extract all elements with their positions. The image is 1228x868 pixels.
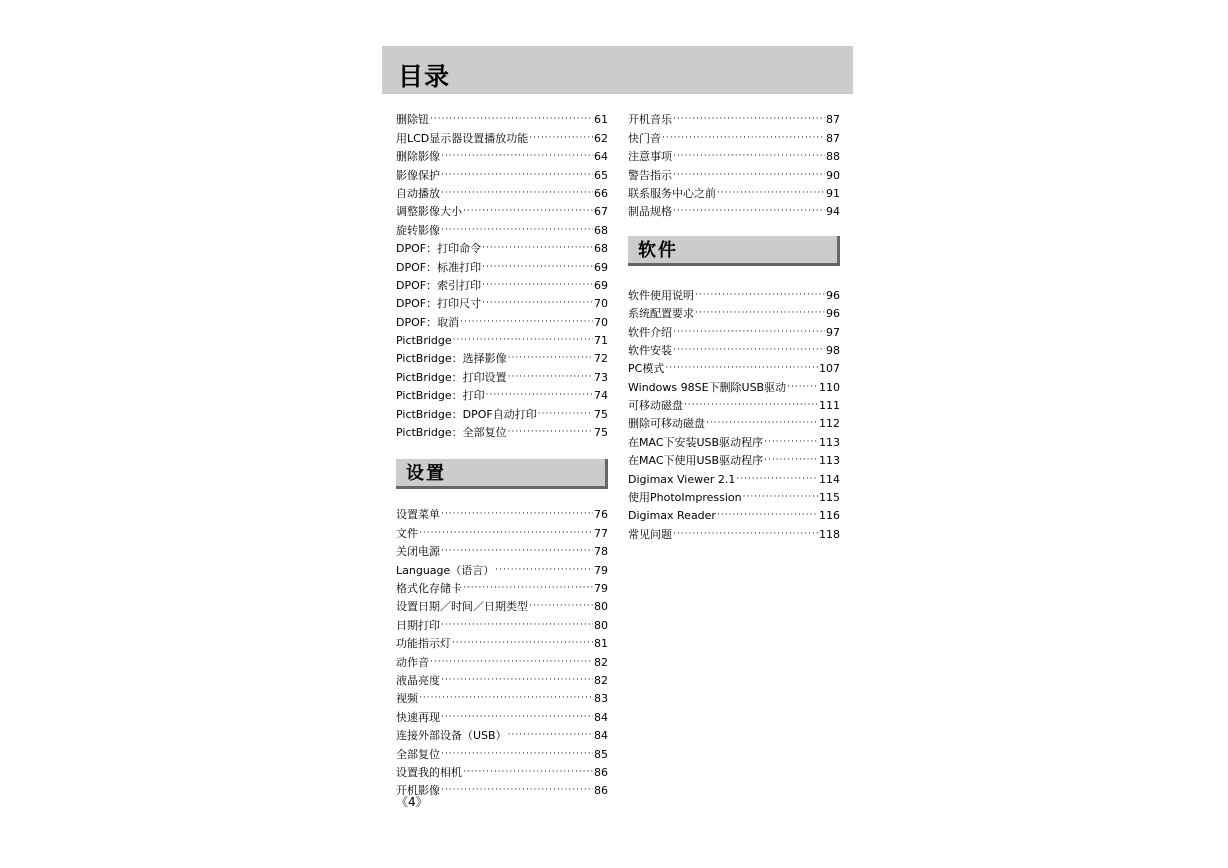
toc-entry-page: 97	[826, 325, 840, 339]
toc-entry[interactable]	[628, 522, 840, 540]
toc-leader-dots	[463, 205, 593, 218]
toc-entry-label: 删除可移动磁盘	[628, 417, 705, 431]
toc-entry[interactable]	[396, 255, 608, 273]
page-title: 目录	[398, 62, 451, 91]
toc-entry-page: 84	[594, 710, 608, 724]
toc-list-settings	[396, 503, 608, 797]
toc-entry-label: PictBridge：全部复位	[396, 426, 507, 440]
toc-entry[interactable]	[396, 577, 608, 595]
toc-entry-label: 开机音乐	[628, 113, 672, 127]
toc-entry[interactable]	[628, 449, 840, 467]
toc-entry[interactable]	[628, 412, 840, 430]
toc-entry-label: 删除钮	[396, 113, 429, 127]
toc-entry[interactable]	[396, 218, 608, 236]
toc-entry-page: 96	[826, 307, 840, 321]
toc-entry[interactable]	[628, 339, 840, 357]
toc-entry[interactable]	[396, 365, 608, 383]
toc-entry[interactable]	[396, 650, 608, 668]
toc-entry-label: 全部复位	[396, 747, 440, 761]
toc-right-column	[628, 108, 840, 541]
toc-entry-page: 79	[594, 581, 608, 595]
toc-entry-page: 112	[819, 417, 840, 431]
toc-leader-dots	[482, 261, 593, 274]
toc-entry[interactable]	[628, 357, 840, 375]
toc-entry-page: 73	[594, 370, 608, 384]
toc-entry-label: 常见问题	[628, 527, 672, 541]
toc-entry[interactable]	[396, 310, 608, 328]
toc-leader-dots	[706, 417, 818, 430]
toc-entry-label: Digimax Reader	[628, 509, 716, 523]
toc-entry-page: 94	[826, 205, 840, 219]
toc-entry-label: 软件介绍	[628, 325, 672, 339]
toc-leader-dots	[441, 748, 593, 761]
toc-entry[interactable]	[628, 504, 840, 522]
toc-entry[interactable]	[628, 302, 840, 320]
toc-entry[interactable]	[396, 779, 608, 797]
toc-entry-label: 快门音	[628, 131, 661, 145]
toc-entry-label: 软件使用说明	[628, 288, 694, 302]
toc-entry-page: 70	[594, 315, 608, 329]
toc-entry[interactable]	[396, 163, 608, 181]
toc-entry[interactable]	[396, 724, 608, 742]
toc-entry[interactable]	[396, 384, 608, 402]
toc-entry-label: 在MAC下安装USB驱动程序	[628, 435, 764, 449]
toc-entry-page: 96	[826, 288, 840, 302]
toc-entry[interactable]	[628, 430, 840, 448]
toc-entry[interactable]	[396, 687, 608, 705]
toc-entry-label: 动作音	[396, 655, 429, 669]
toc-entry[interactable]	[628, 200, 840, 218]
toc-entry[interactable]	[396, 182, 608, 200]
toc-entry-page: 80	[594, 618, 608, 632]
toc-leader-dots	[453, 334, 593, 347]
toc-entry-page: 86	[594, 784, 608, 798]
toc-entry[interactable]	[396, 145, 608, 163]
toc-entry-page: 75	[594, 426, 608, 440]
toc-leader-dots	[684, 399, 818, 412]
toc-entry[interactable]	[396, 521, 608, 539]
toc-leader-dots	[787, 381, 818, 394]
toc-entry-label: 旋转影像	[396, 223, 440, 237]
toc-entry[interactable]	[396, 329, 608, 347]
page-title-bar	[382, 46, 853, 94]
toc-entry-label: DPOF：取消	[396, 315, 460, 329]
toc-entry[interactable]	[396, 108, 608, 126]
toc-entry-label: 日期打印	[396, 618, 440, 632]
toc-entry-page: 116	[819, 509, 840, 523]
toc-entry-label: DPOF：打印命令	[396, 242, 482, 256]
toc-entry[interactable]	[396, 503, 608, 521]
toc-entry[interactable]	[628, 283, 840, 301]
toc-entry-label: 警告指示	[628, 168, 672, 182]
toc-entry-page: 85	[594, 747, 608, 761]
toc-entry-label: 影像保护	[396, 168, 440, 182]
toc-entry-page: 107	[819, 362, 840, 376]
toc-list-software	[628, 283, 840, 540]
toc-entry-label: DPOF：标准打印	[396, 260, 482, 274]
toc-entry-page: 79	[594, 563, 608, 577]
toc-entry-page: 83	[594, 692, 608, 706]
toc-leader-dots	[538, 408, 593, 421]
toc-leader-dots	[441, 711, 593, 724]
toc-left-column	[396, 108, 608, 797]
toc-leader-dots	[430, 113, 593, 126]
toc-entry-page: 71	[594, 334, 608, 348]
toc-entry-page: 113	[819, 454, 840, 468]
toc-entry-page: 81	[594, 637, 608, 651]
toc-entry-label: 设置菜单	[396, 508, 440, 522]
toc-leader-dots	[662, 132, 825, 145]
toc-entry-page: 74	[594, 389, 608, 403]
toc-entry[interactable]	[396, 595, 608, 613]
toc-entry-page: 70	[594, 297, 608, 311]
toc-entry[interactable]	[396, 274, 608, 292]
toc-leader-dots	[673, 113, 825, 126]
toc-entry-page: 80	[594, 600, 608, 614]
toc-entry[interactable]	[628, 145, 840, 163]
toc-leader-dots	[495, 564, 593, 577]
toc-entry[interactable]	[396, 632, 608, 650]
toc-entry-label: 功能指示灯	[396, 637, 451, 651]
toc-leader-dots	[441, 674, 593, 687]
toc-entry-label: 系统配置要求	[628, 307, 694, 321]
toc-entry-label: DPOF：打印尺寸	[396, 297, 482, 311]
toc-entry-page: 68	[594, 242, 608, 256]
toc-entry-page: 78	[594, 545, 608, 559]
toc-entry-page: 110	[819, 380, 840, 394]
toc-entry-label: 自动播放	[396, 186, 440, 200]
toc-entry-page: 113	[819, 435, 840, 449]
toc-entry-page: 98	[826, 343, 840, 357]
toc-entry-label: Digimax Viewer 2.1	[628, 472, 736, 486]
toc-leader-dots	[441, 545, 593, 558]
toc-leader-dots	[508, 352, 593, 365]
toc-leader-dots	[441, 508, 593, 521]
toc-entry-page: 68	[594, 223, 608, 237]
toc-leader-dots	[673, 528, 818, 541]
toc-leader-dots	[441, 784, 593, 797]
toc-entry-page: 82	[594, 673, 608, 687]
toc-entry-page: 75	[594, 407, 608, 421]
toc-entry[interactable]	[396, 200, 608, 218]
toc-entry-label: 用LCD显示器设置播放功能	[396, 131, 529, 145]
toc-entry[interactable]	[396, 705, 608, 723]
toc-entry-page: 84	[594, 729, 608, 743]
toc-entry-page: 69	[594, 278, 608, 292]
toc-entry-label: 设置日期／时间／日期类型	[396, 600, 528, 614]
toc-entry-label: 删除影像	[396, 150, 440, 164]
toc-entry-label: 格式化存储卡	[396, 581, 462, 595]
toc-entry-page: 69	[594, 260, 608, 274]
toc-entry-page: 111	[819, 399, 840, 413]
toc-entry-page: 91	[826, 186, 840, 200]
toc-leader-dots	[419, 692, 593, 705]
toc-entry[interactable]	[396, 669, 608, 687]
toc-entry-page: 114	[819, 472, 840, 486]
toc-entry[interactable]	[628, 182, 840, 200]
toc-leader-dots	[673, 169, 825, 182]
toc-entry-label: 联系服务中心之前	[628, 186, 716, 200]
toc-leader-dots	[452, 637, 593, 650]
section-header-software	[628, 236, 840, 266]
toc-leader-dots	[736, 473, 818, 486]
toc-entry-label: 在MAC下使用USB驱动程序	[628, 454, 764, 468]
toc-entry-page: 115	[819, 491, 840, 505]
section-title-software: 软件	[638, 240, 678, 262]
toc-list-misc	[628, 108, 840, 218]
toc-entry[interactable]	[396, 402, 608, 420]
toc-leader-dots	[673, 205, 825, 218]
toc-leader-dots	[441, 169, 593, 182]
toc-entry-label: PictBridge：选择影像	[396, 352, 507, 366]
toc-leader-dots	[529, 132, 593, 145]
toc-entry-label: 连接外部设备（USB）	[396, 729, 507, 743]
toc-leader-dots	[673, 326, 825, 339]
toc-entry-page: 65	[594, 168, 608, 182]
toc-leader-dots	[508, 371, 593, 384]
toc-entry-label: PictBridge：DPOF自动打印	[396, 407, 537, 421]
toc-entry-label: 制品规格	[628, 205, 672, 219]
toc-leader-dots	[430, 656, 593, 669]
toc-entry-label: 视频	[396, 692, 418, 706]
toc-entry-label: PictBridge	[396, 334, 452, 348]
toc-leader-dots	[529, 600, 593, 613]
toc-leader-dots	[482, 279, 593, 292]
toc-entry-page: 62	[594, 131, 608, 145]
toc-leader-dots	[463, 582, 593, 595]
toc-leader-dots	[419, 527, 593, 540]
toc-entry-page: 118	[819, 527, 840, 541]
toc-entry[interactable]	[628, 486, 840, 504]
toc-entry-page: 77	[594, 526, 608, 540]
toc-entry[interactable]	[396, 292, 608, 310]
toc-entry[interactable]	[396, 761, 608, 779]
toc-entry-page: 82	[594, 655, 608, 669]
toc-entry-label: 设置我的相机	[396, 765, 462, 779]
toc-entry-label: 快速再现	[396, 710, 440, 724]
toc-leader-dots	[764, 454, 818, 467]
toc-leader-dots	[441, 224, 593, 237]
toc-entry-page: 67	[594, 205, 608, 219]
toc-entry-label: 关闭电源	[396, 545, 440, 559]
toc-entry-label: PC模式	[628, 362, 665, 376]
toc-entry-page: 87	[826, 131, 840, 145]
toc-entry-label: PictBridge：打印设置	[396, 370, 507, 384]
toc-entry[interactable]	[396, 237, 608, 255]
toc-entry-label: DPOF：索引打印	[396, 278, 482, 292]
toc-leader-dots	[441, 619, 593, 632]
toc-entry-label: Windows 98SE下删除USB驱动	[628, 380, 787, 394]
toc-entry-label: 文件	[396, 526, 418, 540]
toc-leader-dots	[673, 150, 825, 163]
toc-entry-page: 90	[826, 168, 840, 182]
toc-entry[interactable]	[628, 394, 840, 412]
toc-leader-dots	[463, 766, 593, 779]
toc-leader-dots	[482, 242, 593, 255]
toc-entry[interactable]	[396, 613, 608, 631]
toc-leader-dots	[695, 307, 825, 320]
toc-entry[interactable]	[396, 742, 608, 760]
toc-entry[interactable]	[396, 540, 608, 558]
toc-leader-dots	[673, 344, 825, 357]
toc-entry-page: 72	[594, 352, 608, 366]
toc-entry-page: 61	[594, 113, 608, 127]
toc-entry-page: 76	[594, 508, 608, 522]
toc-leader-dots	[441, 150, 593, 163]
toc-list-playback	[396, 108, 608, 439]
toc-entry[interactable]	[396, 126, 608, 144]
toc-entry[interactable]	[628, 320, 840, 338]
toc-leader-dots	[695, 289, 825, 302]
toc-entry-label: 可移动磁盘	[628, 399, 683, 413]
toc-leader-dots	[743, 491, 818, 504]
toc-leader-dots	[486, 389, 593, 402]
toc-entry[interactable]	[628, 163, 840, 181]
toc-entry-label: 使用PhotoImpression	[628, 491, 742, 505]
toc-entry-label: 开机影像	[396, 784, 440, 798]
toc-entry[interactable]	[628, 108, 840, 126]
toc-leader-dots	[764, 436, 818, 449]
section-header-settings	[396, 459, 608, 489]
toc-entry[interactable]	[396, 558, 608, 576]
toc-entry[interactable]	[396, 421, 608, 439]
section-title-settings: 设置	[406, 463, 446, 485]
toc-leader-dots	[482, 297, 593, 310]
toc-entry-label: Language（语言）	[396, 563, 495, 577]
toc-entry[interactable]	[628, 375, 840, 393]
toc-leader-dots	[717, 187, 825, 200]
toc-entry-label: 调整影像大小	[396, 205, 462, 219]
toc-entry-label: 注意事项	[628, 150, 672, 164]
toc-leader-dots	[460, 316, 593, 329]
toc-entry-page: 66	[594, 186, 608, 200]
toc-entry-page: 86	[594, 765, 608, 779]
toc-leader-dots	[508, 426, 593, 439]
toc-leader-dots	[665, 362, 818, 375]
toc-leader-dots	[441, 187, 593, 200]
toc-entry-page: 88	[826, 150, 840, 164]
toc-entry-page: 64	[594, 150, 608, 164]
toc-entry[interactable]	[396, 347, 608, 365]
toc-entry[interactable]	[628, 467, 840, 485]
toc-entry-label: PictBridge：打印	[396, 389, 485, 403]
toc-leader-dots	[508, 729, 593, 742]
toc-leader-dots	[717, 509, 818, 522]
toc-entry-page: 87	[826, 113, 840, 127]
toc-entry[interactable]	[628, 126, 840, 144]
toc-entry-label: 软件安装	[628, 343, 672, 357]
toc-entry-label: 液晶亮度	[396, 673, 440, 687]
page-number: 《4》	[396, 795, 428, 809]
